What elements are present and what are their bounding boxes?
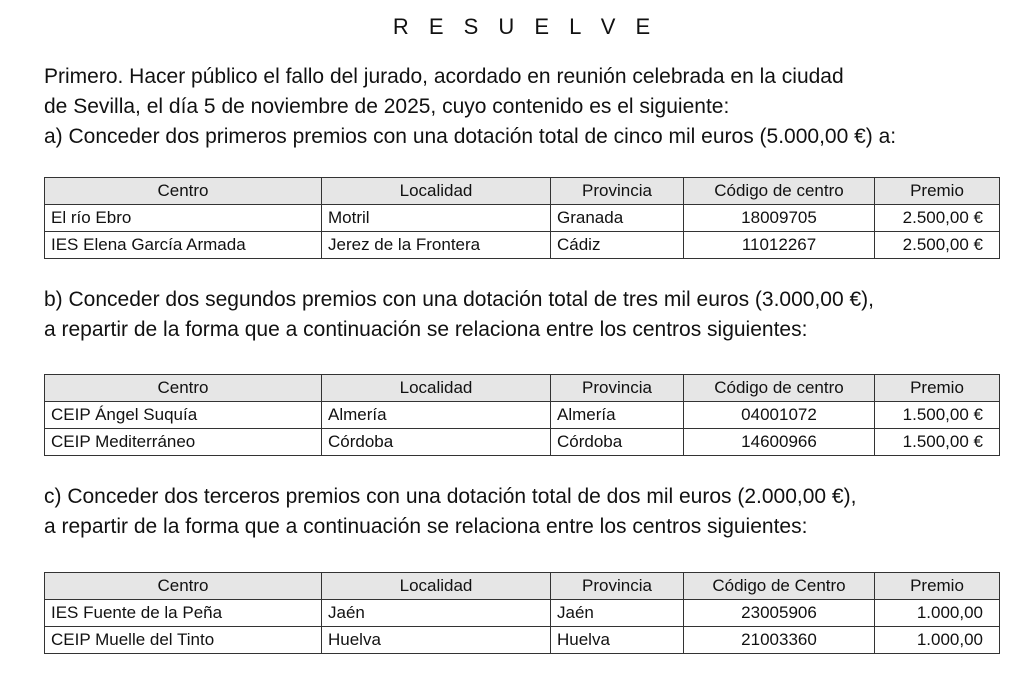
table-header-row bbox=[45, 178, 1000, 205]
section-a-line bbox=[44, 122, 1004, 152]
header-premio: Premio bbox=[875, 375, 1000, 402]
cell-premio: 2.500,00 € bbox=[875, 232, 1000, 259]
header-codigo: Código de centro bbox=[684, 375, 875, 402]
section-c-text-1: c) Conceder dos terceros premios con una dotación total de dos mil euros (2.000,00 €), bbox=[44, 485, 857, 508]
prize-table-first bbox=[44, 177, 1000, 259]
header-premio: Premio bbox=[875, 573, 1000, 600]
cell-provincia: Jaén bbox=[551, 600, 684, 627]
table-row bbox=[45, 429, 1000, 456]
cell-premio: 1.000,00 bbox=[875, 627, 1000, 654]
section-c-line-2: a repartir de la forma que a continuación se relaciona entre los centros siguientes: bbox=[44, 515, 808, 538]
cell-provincia: Cádiz bbox=[551, 232, 684, 259]
cell-centro: IES Elena García Armada bbox=[45, 232, 322, 259]
cell-codigo: 18009705 bbox=[684, 205, 875, 232]
cell-codigo: 04001072 bbox=[684, 402, 875, 429]
intro-text-1: Primero. Hacer público el fallo del jurado, acordado en reunión celebrada en la ciudad bbox=[44, 65, 844, 88]
cell-localidad: Jerez de la Frontera bbox=[322, 232, 551, 259]
cell-premio: 1.000,00 bbox=[875, 600, 1000, 627]
cell-provincia: Almería bbox=[551, 402, 684, 429]
table-row bbox=[45, 232, 1000, 259]
header-codigo: Código de Centro bbox=[684, 573, 875, 600]
cell-codigo: 21003360 bbox=[684, 627, 875, 654]
table-header-row bbox=[45, 573, 1000, 600]
cell-premio: 1.500,00 € bbox=[875, 402, 1000, 429]
intro-line-2: de Sevilla, el día 5 de noviembre de 2025, cuyo contenido es el siguiente: bbox=[44, 95, 730, 118]
cell-codigo: 23005906 bbox=[684, 600, 875, 627]
table-row bbox=[45, 627, 1000, 654]
prize-table-second bbox=[44, 374, 1000, 456]
cell-centro: CEIP Mediterráneo bbox=[45, 429, 322, 456]
header-localidad: Localidad bbox=[322, 375, 551, 402]
cell-localidad: Motril bbox=[322, 205, 551, 232]
header-centro: Centro bbox=[45, 178, 322, 205]
cell-provincia: Huelva bbox=[551, 627, 684, 654]
header-provincia: Provincia bbox=[551, 178, 684, 205]
header-centro: Centro bbox=[45, 375, 322, 402]
table-row bbox=[45, 600, 1000, 627]
table-header-row bbox=[45, 375, 1000, 402]
section-b-text-1: b) Conceder dos segundos premios con una dotación total de tres mil euros (3.000,00 €), bbox=[44, 288, 874, 311]
header-codigo: Código de centro bbox=[684, 178, 875, 205]
cell-centro: El río Ebro bbox=[45, 205, 322, 232]
cell-provincia: Córdoba bbox=[551, 429, 684, 456]
prize-table-third bbox=[44, 572, 1000, 654]
header-localidad: Localidad bbox=[322, 573, 551, 600]
cell-localidad: Córdoba bbox=[322, 429, 551, 456]
cell-premio: 2.500,00 € bbox=[875, 205, 1000, 232]
header-premio: Premio bbox=[875, 178, 1000, 205]
intro-line-1 bbox=[44, 62, 1004, 92]
section-b-line-1 bbox=[44, 285, 1004, 315]
cell-codigo: 11012267 bbox=[684, 232, 875, 259]
section-c-line-1 bbox=[44, 482, 1004, 512]
cell-localidad: Huelva bbox=[322, 627, 551, 654]
cell-codigo: 14600966 bbox=[684, 429, 875, 456]
section-a-text: a) Conceder dos primeros premios con una dotación total de cinco mil euros (5.000,00 €) a: bbox=[44, 125, 897, 148]
header-localidad: Localidad bbox=[322, 178, 551, 205]
section-b-line-2: a repartir de la forma que a continuación se relaciona entre los centros siguientes: bbox=[44, 318, 808, 341]
cell-centro: CEIP Muelle del Tinto bbox=[45, 627, 322, 654]
table-row bbox=[45, 402, 1000, 429]
header-provincia: Provincia bbox=[551, 573, 684, 600]
cell-provincia: Granada bbox=[551, 205, 684, 232]
cell-centro: CEIP Ángel Suquía bbox=[45, 402, 322, 429]
header-centro: Centro bbox=[45, 573, 322, 600]
resolution-heading: R E S U E L V E bbox=[392, 14, 658, 39]
header-provincia: Provincia bbox=[551, 375, 684, 402]
cell-localidad: Jaén bbox=[322, 600, 551, 627]
cell-localidad: Almería bbox=[322, 402, 551, 429]
cell-centro: IES Fuente de la Peña bbox=[45, 600, 322, 627]
table-row bbox=[45, 205, 1000, 232]
cell-premio: 1.500,00 € bbox=[875, 429, 1000, 456]
